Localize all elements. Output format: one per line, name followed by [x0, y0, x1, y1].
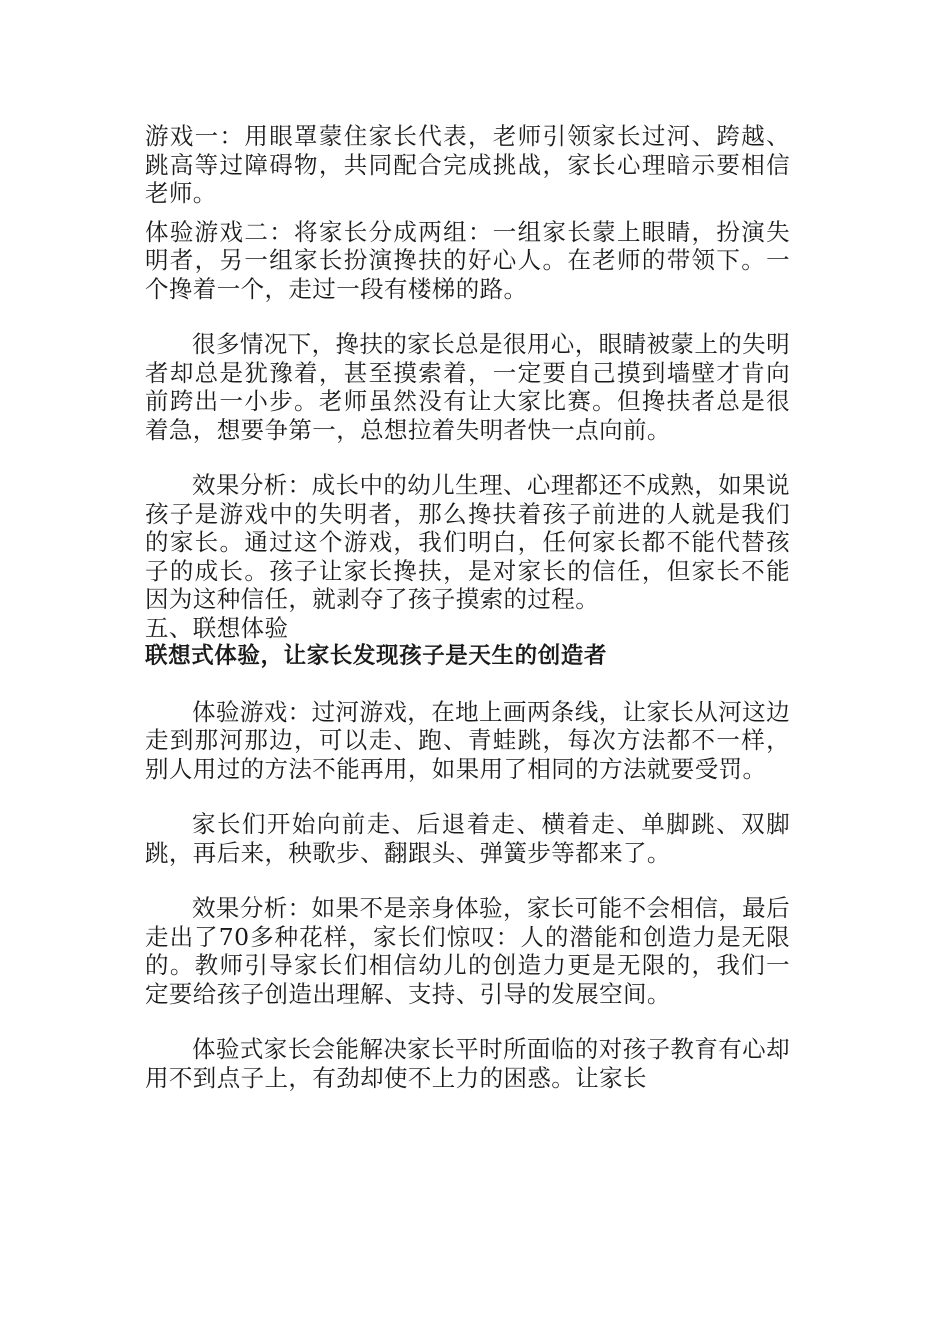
paragraph-river-game: 体验游戏：过河游戏，在地上画两条线，让家长从河这边走到那河那边，可以走、跑、青蛙跳，每次方法都不一样，别人用过的方法不能再用，如果用了相同的方法就要受罚。: [145, 697, 790, 783]
paragraph-game-two: 体验游戏二：将家长分成两组：一组家长蒙上眼睛，扮演失明者，另一组家长扮演搀扶的好心人。在老师的带领下。一个搀着一个，走过一段有楼梯的路。: [145, 217, 790, 303]
paragraph-game-one: 游戏一：用眼罩蒙住家长代表，老师引领家长过河、跨越、跳高等过障碍物，共同配合完成挑战，家长心理暗示要相信老师。: [145, 122, 790, 207]
paragraph-effect-analysis-one: 效果分析：成长中的幼儿生理、心理都还不成熟，如果说孩子是游戏中的失明者，那么搀扶着孩子前进的人就是我们的家长。通过这个游戏，我们明白，任何家长都不能代替孩子的成长。孩子让家长搀扶，是对家长的信任，但家长不能因为这种信任，就剥夺了孩子摸索的过程。: [145, 471, 790, 613]
paragraph-parents-moves: 家长们开始向前走、后退着走、横着走、单脚跳、双脚跳，再后来，秧歌步、翻跟头、弹簧步等都来了。: [145, 810, 790, 867]
bold-subheading: 联想式体验，让家长发现孩子是天生的创造者: [145, 643, 608, 669]
paragraph-situation: 很多情况下，搀扶的家长总是很用心，眼睛被蒙上的失明者却总是犹豫着，甚至摸索着，一定要自己摸到墙壁才肯向前跨出一小步。老师虽然没有让大家比赛。但搀扶者总是很着急，想要争第一，总想拉着失明者快一点向前。: [145, 330, 790, 444]
paragraph-effect-analysis-two: 效果分析：如果不是亲身体验，家长可能不会相信，最后走出了70多种花样，家长们惊叹：人的潜能和创造力是无限的。教师引导家长们相信幼儿的创造力更是无限的，我们一定要给孩子创造出理解、支持、引导的发展空间。: [145, 894, 790, 1008]
document-body: [145, 122, 790, 1092]
paragraph-conclusion: 体验式家长会能解决家长平时所面临的对孩子教育有心却用不到点子上，有劲却使不上力的困惑。让家长: [145, 1035, 790, 1092]
section-heading: 五、联想体验: [145, 613, 289, 642]
